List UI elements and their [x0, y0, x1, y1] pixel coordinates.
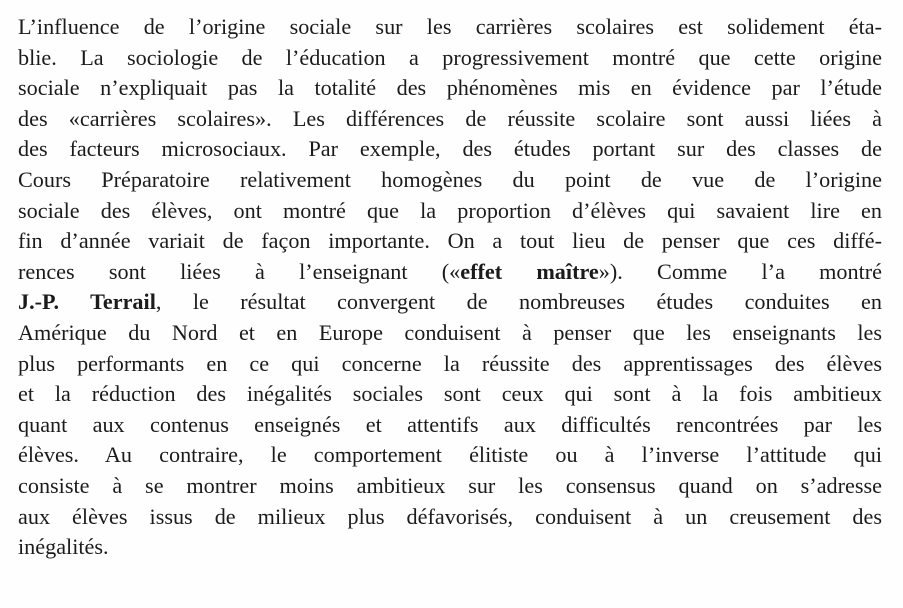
text-run: des «carrières scolaires». Les différences de réussite scolaire sont aussi liées à — [18, 105, 882, 131]
text-run: blie. La sociologie de l’éducation a progressivement montré que cette origine — [18, 44, 882, 70]
text-line — [18, 532, 882, 563]
text-line — [18, 410, 882, 441]
text-line — [18, 502, 882, 533]
text-line — [18, 440, 882, 471]
text-run: Cours Préparatoire relativement homogènes du point de vue de l’origine — [18, 166, 882, 192]
text-run: fin d’année variait de façon importante. On a tout lieu de penser que ces diffé- — [18, 228, 882, 254]
text-line — [18, 165, 882, 196]
text-run: plus performants en ce qui concerne la réussite des apprentissages des élèves — [18, 350, 882, 376]
text-run: consiste à se montrer moins ambitieux sur les consensus quand on s’adresse — [18, 472, 882, 498]
text-line — [18, 379, 882, 410]
text-run: »). Comme l’a montré — [598, 258, 882, 284]
text-run: , le résultat convergent de nombreuses études conduites en — [155, 289, 882, 315]
text-line — [18, 226, 882, 257]
text-line — [18, 134, 882, 165]
text-line — [18, 43, 882, 74]
text-line — [18, 73, 882, 104]
body-paragraph — [18, 12, 882, 563]
text-line — [18, 12, 882, 43]
text-line — [18, 318, 882, 349]
text-line — [18, 287, 882, 318]
text-run: élèves. Au contraire, le comportement élitiste ou à l’inverse l’attitude qui — [18, 442, 882, 468]
text-run: rences sont liées à l’enseignant (« — [18, 258, 461, 284]
text-run: L’influence de l’origine sociale sur les carrières scolaires est solidement éta- — [18, 14, 882, 39]
emphasized-term: J.-P. Terrail — [18, 289, 156, 315]
text-run: des facteurs microsociaux. Par exemple, des études portant sur des classes de — [18, 136, 882, 162]
text-run: Amérique du Nord et en Europe conduisent à penser que les enseignants les — [18, 319, 882, 345]
text-run: sociale n’expliquait pas la totalité des phénomènes mis en évidence par l’étude — [18, 75, 882, 101]
text-run: quant aux contenus enseignés et attentifs aux difficultés rencontrées par les — [18, 411, 882, 437]
text-run: sociale des élèves, ont montré que la proportion d’élèves qui savaient lire en — [18, 197, 882, 223]
text-line — [18, 471, 882, 502]
text-run: aux élèves issus de milieux plus défavorisés, conduisent à un creusement des — [18, 503, 882, 529]
text-line — [18, 104, 882, 135]
text-line — [18, 257, 882, 288]
text-line — [18, 196, 882, 227]
text-line — [18, 349, 882, 380]
text-run: et la réduction des inégalités sociales sont ceux qui sont à la fois ambitieux — [18, 381, 882, 407]
emphasized-term: effet maître — [460, 258, 599, 284]
text-run: inégalités. — [18, 534, 109, 560]
